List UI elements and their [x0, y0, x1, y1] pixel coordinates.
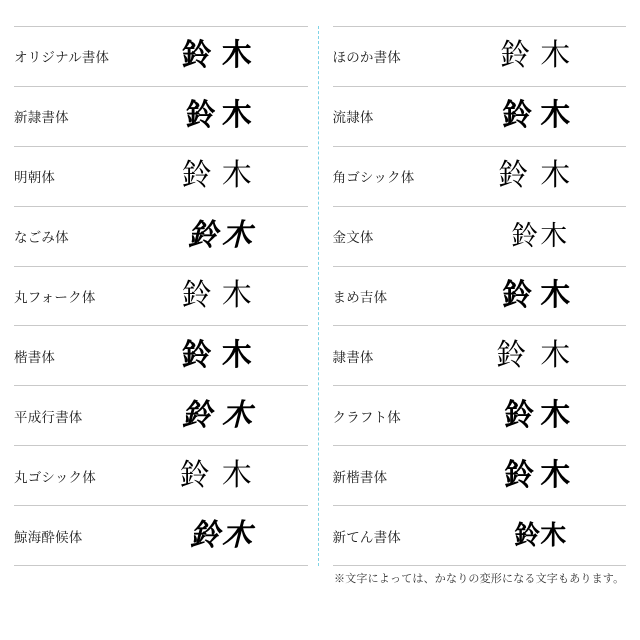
font-row[interactable]: [333, 87, 627, 147]
font-sample-text: 鈴木: [504, 397, 577, 433]
font-name-label: クラフト体: [332, 409, 401, 425]
font-row[interactable]: [14, 446, 308, 506]
footnote: [14, 570, 626, 586]
font-row[interactable]: [333, 326, 627, 386]
font-name-label: 平成行書体: [14, 409, 83, 425]
font-row[interactable]: [14, 386, 308, 446]
font-sample-text: 鈴木: [514, 520, 567, 551]
font-name-label: 角ゴシック体: [332, 170, 415, 186]
font-row[interactable]: [14, 506, 308, 566]
font-sample-text: 鈴木: [181, 397, 262, 433]
font-name-label: オリジナル書体: [14, 50, 110, 66]
font-name-label: 鯨海酔候体: [14, 529, 83, 545]
font-row[interactable]: [333, 386, 627, 446]
font-sample-text: 鈴木: [189, 517, 254, 553]
font-name-label: 新隷書体: [14, 110, 69, 126]
font-row[interactable]: [333, 26, 627, 87]
font-name-label: 丸フォーク体: [14, 290, 96, 305]
font-sample-text: 鈴木: [500, 38, 581, 74]
font-name-label: 新楷書体: [332, 469, 388, 485]
font-row[interactable]: [14, 326, 308, 386]
font-row[interactable]: [333, 506, 627, 566]
font-list-right-column: [319, 26, 627, 566]
font-list-left-column: [14, 26, 318, 566]
font-name-label: なごみ体: [14, 230, 69, 246]
font-sample-text: 鈴木: [498, 158, 583, 194]
font-row[interactable]: [14, 207, 308, 267]
font-row[interactable]: [14, 26, 308, 87]
font-row[interactable]: [333, 147, 627, 207]
font-sample-text: 鈴木: [181, 38, 262, 74]
font-name-label: 金文体: [332, 230, 374, 246]
font-name-label: 隷書体: [332, 349, 374, 365]
font-name-label: まめ吉体: [332, 290, 388, 305]
font-sample-text: 鈴木: [179, 457, 264, 493]
font-sample-text: 鈴木: [504, 457, 577, 493]
font-sample-text: 鈴木: [181, 337, 262, 373]
font-sample-text: 鈴木: [181, 278, 262, 313]
font-row[interactable]: [333, 207, 627, 267]
font-name-label: 明朝体: [14, 170, 56, 186]
font-name-label: ほのか書体: [332, 50, 401, 66]
font-sample-text: 鈴木: [502, 98, 579, 134]
font-sample-grid: [14, 26, 626, 566]
font-sample-text: 鈴木: [181, 158, 262, 194]
font-row[interactable]: [333, 267, 627, 327]
font-row[interactable]: [14, 87, 308, 147]
footnote-text: ※文字によっては、かなりの変形になる文字もあります。: [334, 573, 625, 585]
font-sample-text: 鈴木: [187, 218, 256, 254]
font-sample-text: 鈴木: [496, 337, 585, 373]
font-name-label: 丸ゴシック体: [14, 469, 96, 485]
font-name-label: 楷書体: [14, 349, 56, 365]
font-row[interactable]: [14, 147, 308, 207]
font-row[interactable]: [333, 446, 627, 506]
font-name-label: 新てん書体: [332, 529, 401, 545]
font-name-label: 流隷体: [332, 110, 374, 126]
font-sample-text: 鈴木: [185, 98, 258, 134]
font-sample-text: 鈴木: [511, 220, 570, 252]
font-sample-text: 鈴木: [502, 278, 579, 313]
font-row[interactable]: [14, 267, 308, 327]
